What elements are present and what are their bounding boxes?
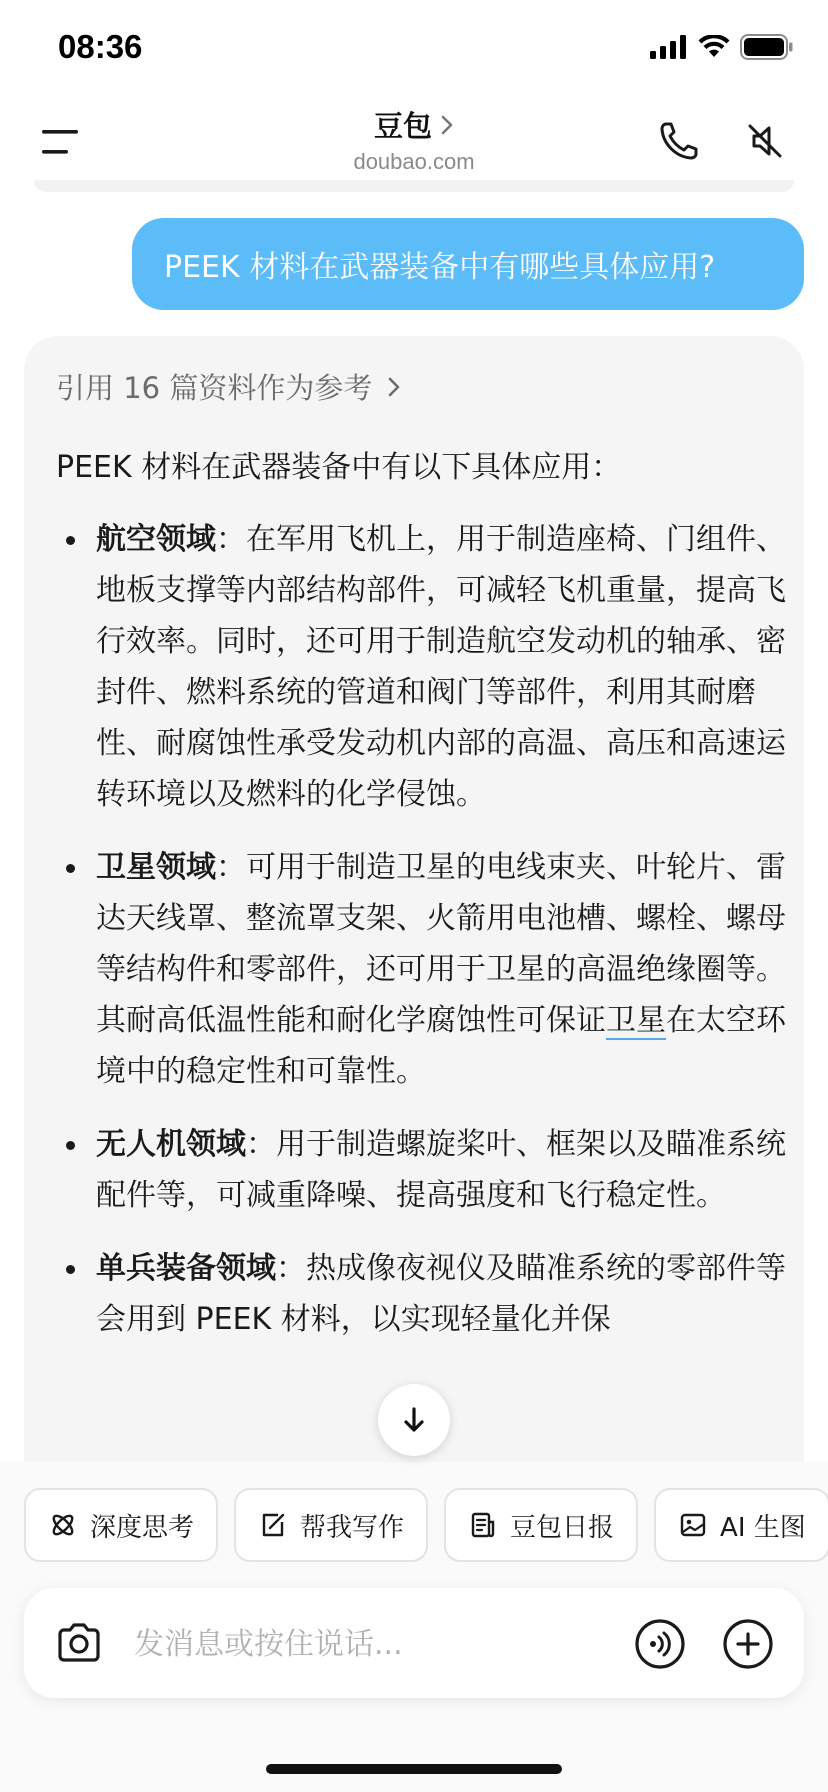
- chip-ai-image[interactable]: [654, 1488, 828, 1562]
- voice-wave-icon: [634, 1618, 686, 1670]
- quick-action-chips: [24, 1488, 828, 1562]
- news-icon: [468, 1510, 498, 1540]
- chip-label: 帮我写作: [300, 1512, 405, 1543]
- camera-icon: [54, 1618, 104, 1668]
- user-message-text: PEEK 材料在武器装备中有哪些具体应用?: [164, 250, 716, 285]
- chat-subtitle: doubao.com: [353, 149, 475, 174]
- assistant-answer-card: [24, 336, 804, 1466]
- user-message-bubble[interactable]: [132, 218, 804, 310]
- image-icon: [678, 1510, 708, 1540]
- edit-icon: [258, 1510, 288, 1540]
- bullet-text: ：用于制造螺旋桨叶、框架以及瞄准系统配件等，可减重降噪、提高强度和飞行稳定性。: [96, 1127, 786, 1213]
- bullet-title: 卫星领域: [96, 850, 216, 885]
- list-item: [56, 842, 796, 1097]
- scroll-to-bottom-button[interactable]: [378, 1384, 450, 1456]
- deep-think-icon: [48, 1510, 78, 1540]
- bullet-title: 无人机领域: [96, 1127, 246, 1162]
- chip-daily-report[interactable]: [444, 1488, 638, 1562]
- chevron-right-icon: [440, 114, 454, 136]
- speaker-mute-button[interactable]: [742, 118, 788, 164]
- phone-call-button[interactable]: [656, 118, 702, 164]
- wifi-icon: [698, 35, 730, 59]
- home-indicator: [266, 1764, 562, 1774]
- answer-bullet-list: [56, 514, 796, 1367]
- list-item: [56, 1243, 796, 1345]
- references-link[interactable]: [56, 366, 402, 407]
- chat-title-area[interactable]: [0, 100, 828, 175]
- add-button[interactable]: [722, 1618, 774, 1670]
- chip-help-write[interactable]: [234, 1488, 428, 1562]
- references-text: 引用 16 篇资料作为参考: [56, 371, 373, 405]
- status-bar: [0, 0, 828, 100]
- chat-title: 豆包: [373, 109, 432, 143]
- bullet-text: ：可用于制造卫星的电线束夹、叶轮片、雷达天线罩、整流罩支架、火箭用电池槽、螺栓、螺母等结构件和零部件，还可用于卫星的高温绝缘圈等。其耐高低温性能和耐化学腐蚀性可保证: [96, 850, 786, 1038]
- message-input-bar: [24, 1588, 804, 1698]
- phone-icon: [656, 118, 702, 164]
- chip-label: AI 生图: [720, 1512, 806, 1543]
- signal-icon: [650, 35, 688, 59]
- plus-circle-icon: [722, 1618, 774, 1670]
- chevron-right-icon: [386, 375, 402, 399]
- bullet-text: ：在军用飞机上，用于制造座椅、门组件、地板支撑等内部结构部件，可减轻飞机重量，提高飞行效率。同时，还可用于制造航空发动机的轴承、密封件、燃料系统的管道和阀门等部件，利用其耐磨性、耐腐蚀性承受发动机内部的高温、高压和高速运转环境以及燃料的化学侵蚀。: [96, 522, 786, 812]
- linked-term[interactable]: 卫星: [606, 1003, 666, 1038]
- arrow-down-icon: [399, 1405, 429, 1435]
- status-time: 08:36: [58, 28, 143, 65]
- chip-deep-think[interactable]: [24, 1488, 218, 1562]
- answer-intro: PEEK 材料在武器装备中有以下具体应用：: [56, 450, 622, 485]
- message-input[interactable]: [132, 1618, 536, 1670]
- battery-icon: [740, 34, 794, 60]
- bullet-text: 在太空环境中的稳定性和可靠性。: [96, 1003, 786, 1089]
- speaker-mute-icon: [742, 118, 788, 164]
- voice-call-button[interactable]: [634, 1618, 686, 1670]
- chat-header: [0, 100, 828, 186]
- bullet-title: 航空领域: [96, 522, 216, 557]
- chip-label: 豆包日报: [510, 1512, 615, 1543]
- bullet-text: ：热成像夜视仪及瞄准系统的零部件等会用到 PEEK 材料，以实现轻量化并保: [96, 1251, 786, 1337]
- chip-label: 深度思考: [90, 1512, 195, 1543]
- list-item: [56, 514, 796, 820]
- camera-button[interactable]: [54, 1618, 104, 1668]
- previous-content-edge: [34, 180, 794, 192]
- list-item: [56, 1119, 796, 1221]
- status-icons: [650, 34, 794, 60]
- bullet-title: 单兵装备领域: [96, 1251, 276, 1286]
